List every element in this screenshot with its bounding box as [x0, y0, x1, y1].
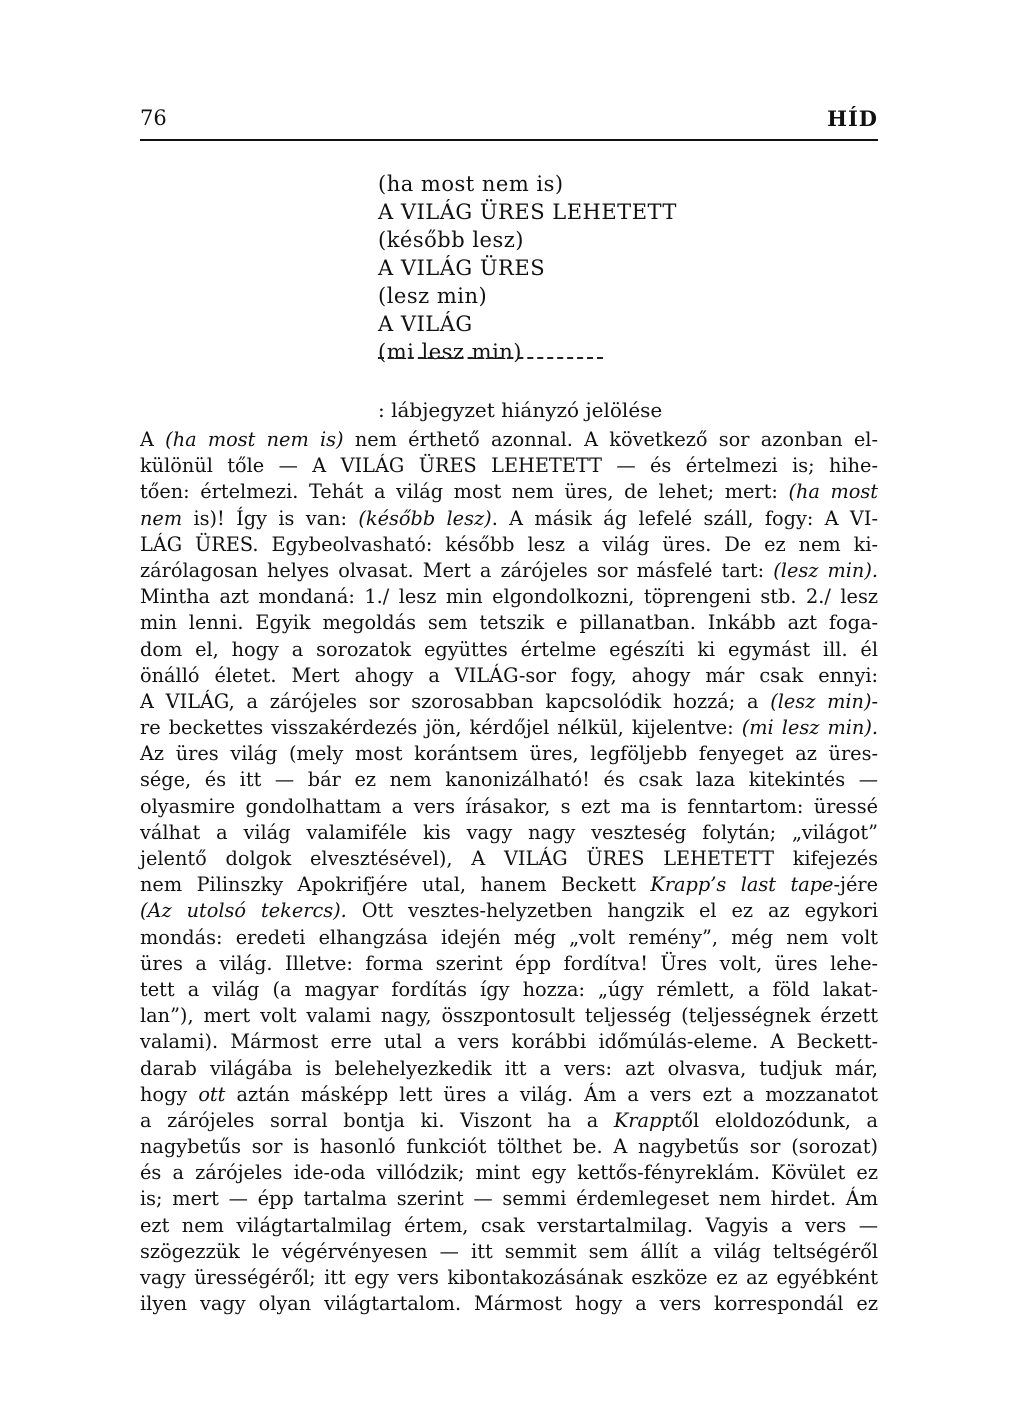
- poem-line: A VILÁG ÜRES: [378, 256, 546, 280]
- text-segment: Mintha azt mondaná: 1./ lesz min elgondolkozni, töprengeni stb. 2./ lesz: [140, 585, 878, 609]
- text-segment: min lenni. Egyik megoldás sem tetszik e pillanatban. Inkább azt foga-: [140, 611, 878, 635]
- italic-text: (lesz min): [770, 689, 872, 713]
- text-segment: A: [140, 428, 166, 451]
- text-line: [140, 584, 878, 610]
- text-segment: . A másik ág lefelé száll, fogy: A VI-: [491, 506, 878, 530]
- text-line: [140, 977, 878, 1003]
- text-segment: is)! Így is van:: [182, 506, 359, 530]
- text-segment: jelentő dolgok elvesztésével), A VILÁG ÜRES LEHETETT kifejezés: [140, 847, 878, 870]
- poem-line: (lesz min): [378, 284, 488, 308]
- text-segment: dom el, hogy a sorozatok együttes értelme egészíti ki egymást ill. él: [140, 637, 878, 661]
- text-line: [140, 610, 878, 636]
- text-line: [140, 767, 878, 793]
- italic-text: (lesz min).: [773, 558, 878, 582]
- poem-line: A VILÁG ÜRES LEHETETT: [378, 200, 677, 224]
- text-segment: nem Pilinszky Apokrifjére utal, hanem Beckett: [140, 873, 651, 897]
- poem-line: A VILÁG: [378, 312, 473, 336]
- text-segment: sége, és itt — bár ez nem kanonizálható! és csak laza kitekintés —: [140, 768, 878, 792]
- italic-text: ott: [198, 1082, 226, 1106]
- text-line: [140, 1108, 878, 1134]
- text-segment: -jére: [833, 873, 879, 897]
- text-segment: szögezzük le végérvényesen — itt semmit sem állít a világ teltségéről: [140, 1239, 878, 1263]
- text-segment: olyasmire gondolhattam a vers írásakor, s ezt ma is fenntartom: üressé: [140, 794, 878, 818]
- text-line: [140, 1082, 878, 1108]
- text-line: [140, 898, 878, 924]
- text-segment: aztán másképp lett üres a világ. Ám a vers ezt a mozzanatot: [225, 1082, 879, 1106]
- text-line: [140, 663, 878, 689]
- text-segment: nem érthető azonnal. A következő sor azonban el-: [343, 428, 878, 451]
- text-line: [140, 1213, 878, 1239]
- text-line: [140, 741, 878, 767]
- text-line: [140, 1134, 878, 1160]
- body-paragraph: [140, 427, 878, 1317]
- text-line: [140, 1265, 878, 1291]
- text-line: [140, 506, 878, 532]
- text-segment: tett a világ (a magyar fordítás így hozza: „úgy rémlett, a föld lakat-: [140, 977, 878, 1001]
- text-segment: tően: értelmezi. Tehát a világ most nem üres, de lehet; mert:: [140, 480, 789, 504]
- text-segment: vagy ürességéről; itt egy vers kibontakozásának eszköze ez az egyébként: [140, 1266, 878, 1289]
- text-segment: nagybetűs sor is hasonló funkciót tölthet be. A nagybetűs sor (sorozat): [140, 1135, 878, 1159]
- text-line: [140, 846, 878, 872]
- poem-line: (ha most nem is): [378, 172, 564, 196]
- text-segment: LÁG ÜRES. Egybeolvasható: később lesz a világ üres. De ez nem ki-: [140, 532, 878, 556]
- text-line: [140, 715, 878, 741]
- text-line: [140, 1291, 878, 1317]
- text-line: [140, 872, 878, 898]
- text-segment: különül tőle — A VILÁG ÜRES LEHETETT — és értelmezi is; hihe-: [140, 454, 878, 478]
- text-line: [140, 637, 878, 663]
- page-number: 76: [140, 106, 167, 130]
- text-line: [140, 453, 878, 479]
- text-segment: a zárójeles sorral bontja ki. Viszont ha a: [140, 1108, 614, 1132]
- header-rule: [140, 139, 878, 141]
- text-line: [140, 1186, 878, 1212]
- text-segment: A VILÁG, a zárójeles sor szorosabban kapcsolódik hozzá; a: [140, 689, 771, 713]
- text-line: [140, 1029, 878, 1055]
- text-line: [140, 1239, 878, 1265]
- text-segment: darab világába is belehelyezkedik itt a vers: azt olvasva, tudjuk már,: [140, 1056, 878, 1080]
- text-line: [140, 1160, 878, 1186]
- text-segment: -: [871, 689, 878, 713]
- poem-quote: [378, 170, 798, 366]
- text-segment: válhat a világ valamiféle kis vagy nagy veszteség folytán; „világot”: [140, 820, 878, 844]
- poem-line: (mi lesz min): [378, 340, 523, 364]
- running-head: [140, 106, 878, 134]
- poem-line: (később lesz): [378, 228, 525, 252]
- text-segment: ezt nem világtartalmilag értem, csak verstartalmilag. Vagyis a vers —: [140, 1213, 878, 1237]
- text-segment: zárólagosan helyes olvasat. Mert a zárójeles sor másfelé tart:: [140, 558, 774, 582]
- italic-text: nem: [140, 506, 183, 530]
- text-segment: hogy: [140, 1082, 199, 1106]
- text-segment: is; mert — épp tartalma szerint — semmi érdemlegeset nem hirdet. Ám: [140, 1187, 878, 1211]
- text-line: [140, 925, 878, 951]
- text-line: [140, 794, 878, 820]
- text-segment: re beckettes visszakérdezés jön, kérdőjel nélkül, kijelentve:: [140, 716, 742, 740]
- journal-title: HÍD: [827, 106, 878, 131]
- text-segment: től eloldozódunk, a: [673, 1108, 878, 1132]
- text-segment: üres a világ. Illetve: forma szerint épp fordítva! Üres volt, üres lehe-: [140, 951, 878, 975]
- footnote-rule: [378, 357, 603, 359]
- text-line: [140, 532, 878, 558]
- text-segment: önálló életet. Mert ahogy a VILÁG-sor fogy, ahogy már csak ennyi:: [140, 663, 878, 687]
- text-segment: Ott vesztes-helyzetben hangzik el ez az egykori: [346, 899, 879, 923]
- text-segment: mondás: eredeti elhangzása idején még „volt remény”, még nem volt: [140, 925, 878, 949]
- italic-text: Krapp: [613, 1108, 674, 1132]
- text-line: [140, 689, 878, 715]
- text-line: [140, 1056, 878, 1082]
- text-segment: valami). Mármost erre utal a vers korábbi időmúlás-eleme. A Beckett-: [140, 1030, 878, 1054]
- text-line: [140, 951, 878, 977]
- italic-text: (mi lesz min).: [741, 716, 878, 740]
- text-segment: Az üres világ (mely most korántsem üres, legföljebb fenyeget az üres-: [140, 742, 878, 766]
- text-line: [140, 479, 878, 505]
- text-line: [140, 427, 878, 453]
- italic-text: (ha most: [788, 480, 878, 504]
- italic-text: Krapp’s last tape: [650, 873, 834, 897]
- text-line: [140, 558, 878, 584]
- text-segment: és a zárójeles ide-oda villódzik; mint egy kettős-fényreklám. Kövület ez: [140, 1161, 878, 1185]
- footnote-marker-note: : lábjegyzet hiányzó jelölése: [378, 398, 663, 422]
- text-segment: lan”), mert volt valami nagy, összpontosult teljesség (teljességnek érzett: [140, 1004, 878, 1028]
- text-segment: ilyen vagy olyan világtartalom. Mármost hogy a vers korrespondál ez: [140, 1292, 878, 1316]
- italic-text: (később lesz): [358, 506, 492, 530]
- text-line: [140, 820, 878, 846]
- text-line: [140, 1003, 878, 1029]
- italic-text: (Az utolsó tekercs).: [140, 899, 347, 923]
- italic-text: (ha most nem is): [165, 428, 344, 451]
